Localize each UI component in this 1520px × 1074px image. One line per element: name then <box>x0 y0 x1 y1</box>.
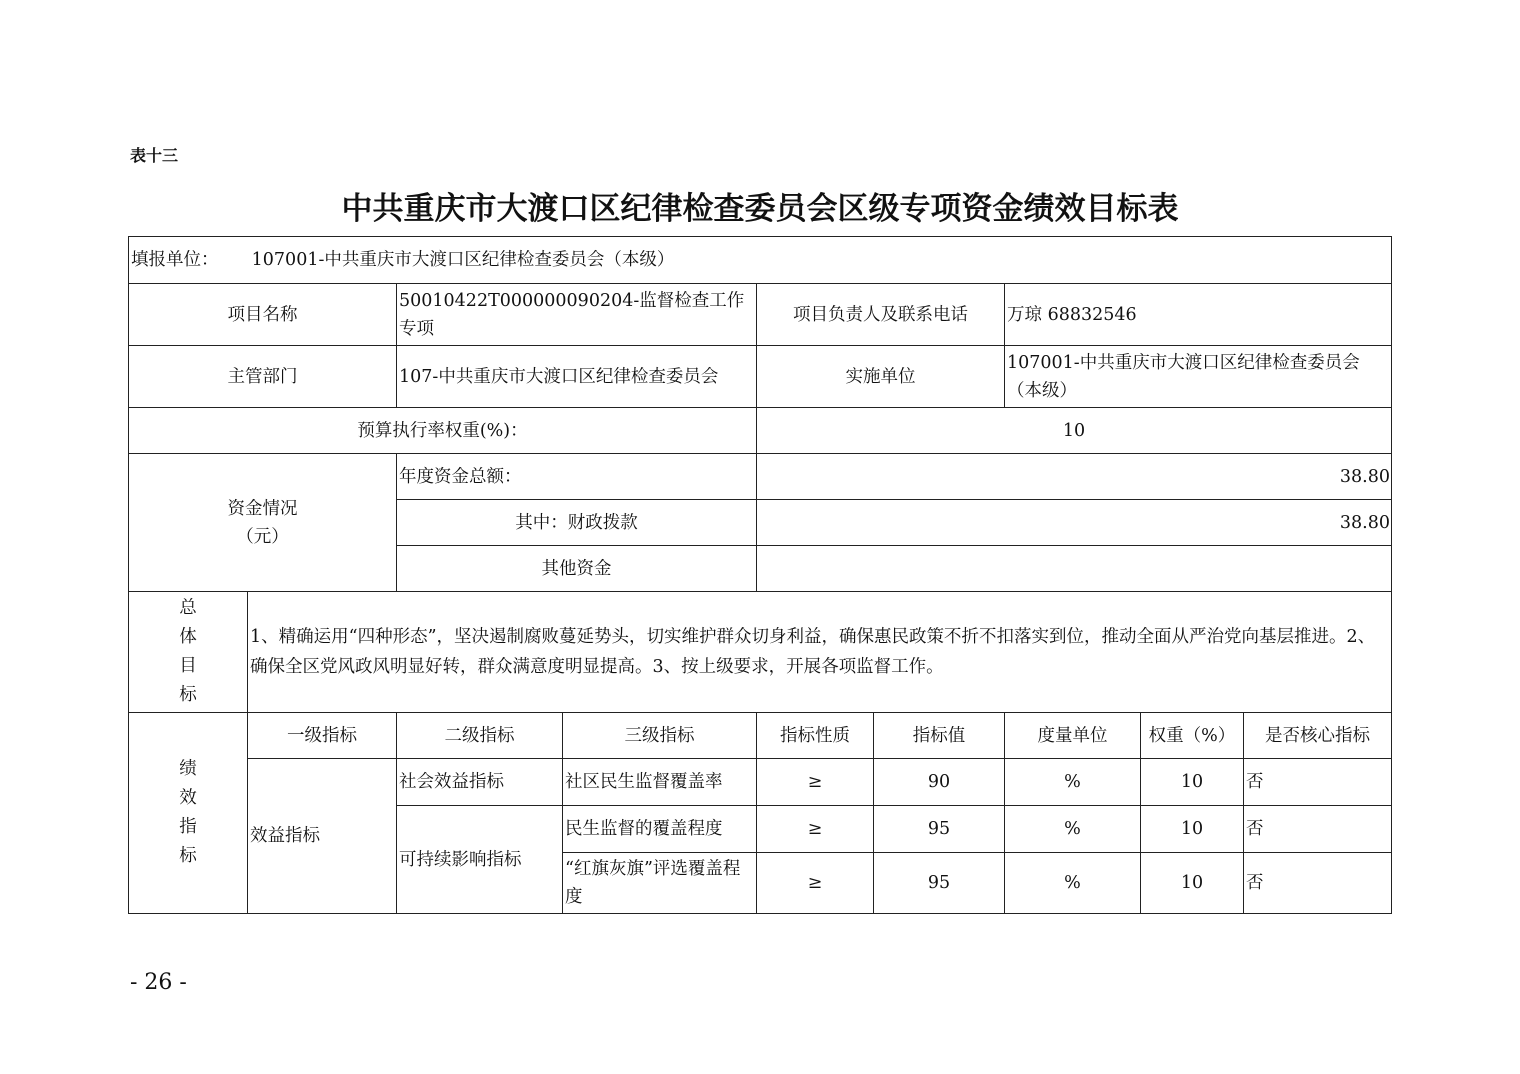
overall-goal-label <box>129 592 248 713</box>
goal-label-char: 体 <box>179 627 197 647</box>
overall-goal-text: 1、精确运用“四种形态”，坚决遏制腐败蔓延势头，切实维护群众切身利益，确保惠民政策不折不扣落实到位，推动全面从严治党向基层推进。2、确保全区党风政风明显好转，群众满意度明显提高。3、按上级要求，开展各项监督工作。 <box>248 592 1392 713</box>
level3-indicator: “红旗灰旗”评选覆盖程度 <box>563 853 757 914</box>
indicator-unit: % <box>1005 759 1141 806</box>
goal-label-char: 目 <box>179 656 197 676</box>
perf-label-char: 指 <box>179 817 197 837</box>
budget-weight-value: 10 <box>757 408 1392 454</box>
project-row <box>129 284 1392 346</box>
goal-label-char: 总 <box>179 598 197 618</box>
indicator-weight: 10 <box>1141 853 1244 914</box>
indicator-unit: % <box>1005 853 1141 914</box>
header-level1: 一级指标 <box>248 713 397 759</box>
level2-indicator: 社会效益指标 <box>397 759 563 806</box>
fill-unit-row <box>129 237 1392 284</box>
header-level2: 二级指标 <box>397 713 563 759</box>
page-number: - 26 - <box>130 970 187 995</box>
funds-fiscal-value: 38.80 <box>757 500 1392 546</box>
indicator-unit: % <box>1005 806 1141 853</box>
funds-label-line2: （元） <box>236 526 289 547</box>
indicator-core: 否 <box>1244 759 1392 806</box>
indicator-nature: ≥ <box>757 853 874 914</box>
funds-other-value <box>757 546 1392 592</box>
indicator-value: 90 <box>874 759 1005 806</box>
project-name-label: 项目名称 <box>129 284 397 346</box>
header-level3: 三级指标 <box>563 713 757 759</box>
indicator-row <box>129 759 1392 806</box>
project-contact-value: 万琼 68832546 <box>1005 284 1392 346</box>
perf-label-char: 绩 <box>179 759 197 779</box>
budget-weight-label: 预算执行率权重(%)： <box>129 408 757 454</box>
document-title: 中共重庆市大渡口区纪律检查委员会区级专项资金绩效目标表 <box>341 191 1179 227</box>
indicator-core: 否 <box>1244 853 1392 914</box>
indicator-core: 否 <box>1244 806 1392 853</box>
funds-other-label: 其他资金 <box>397 546 757 592</box>
indicator-weight: 10 <box>1141 806 1244 853</box>
funds-label-line1: 资金情况 <box>227 498 298 519</box>
header-weight: 权重（%） <box>1141 713 1244 759</box>
budget-weight-row <box>129 408 1392 454</box>
project-contact-label: 项目负责人及联系电话 <box>757 284 1005 346</box>
header-core: 是否核心指标 <box>1244 713 1392 759</box>
funds-total-value: 38.80 <box>757 454 1392 500</box>
supervising-dept-value: 107-中共重庆市大渡口区纪律检查委员会 <box>397 346 757 408</box>
indicator-value: 95 <box>874 853 1005 914</box>
indicator-value: 95 <box>874 806 1005 853</box>
department-row <box>129 346 1392 408</box>
level2-indicator: 可持续影响指标 <box>397 806 563 914</box>
overall-goal-row <box>129 592 1392 713</box>
table-number-label: 表十三 <box>130 146 179 165</box>
funds-fiscal-label: 其中：财政拨款 <box>397 500 757 546</box>
funds-total-row <box>129 454 1392 500</box>
fill-unit-label: 填报单位： <box>131 250 219 270</box>
supervising-dept-label: 主管部门 <box>129 346 397 408</box>
perf-label-char: 效 <box>179 788 197 808</box>
header-nature: 指标性质 <box>757 713 874 759</box>
indicator-weight: 10 <box>1141 759 1244 806</box>
fill-unit-cell <box>129 237 1392 284</box>
project-name-value: 50010422T000000090204-监督检查工作专项 <box>397 284 757 346</box>
implementing-unit-value: 107001-中共重庆市大渡口区纪律检查委员会（本级） <box>1005 346 1392 408</box>
performance-indicator-label <box>129 713 248 914</box>
level1-indicator: 效益指标 <box>248 759 397 914</box>
fill-unit-value: 107001-中共重庆市大渡口区纪律检查委员会（本级） <box>251 250 675 270</box>
goal-label-char: 标 <box>179 685 197 705</box>
implementing-unit-label: 实施单位 <box>757 346 1005 408</box>
indicator-nature: ≥ <box>757 759 874 806</box>
level3-indicator: 民生监督的覆盖程度 <box>563 806 757 853</box>
funds-label <box>129 454 397 592</box>
funds-total-label: 年度资金总额： <box>397 454 757 500</box>
performance-target-table <box>128 236 1392 914</box>
indicator-header-row <box>129 713 1392 759</box>
indicator-nature: ≥ <box>757 806 874 853</box>
level3-indicator: 社区民生监督覆盖率 <box>563 759 757 806</box>
header-value: 指标值 <box>874 713 1005 759</box>
header-unit: 度量单位 <box>1005 713 1141 759</box>
perf-label-char: 标 <box>179 846 197 866</box>
